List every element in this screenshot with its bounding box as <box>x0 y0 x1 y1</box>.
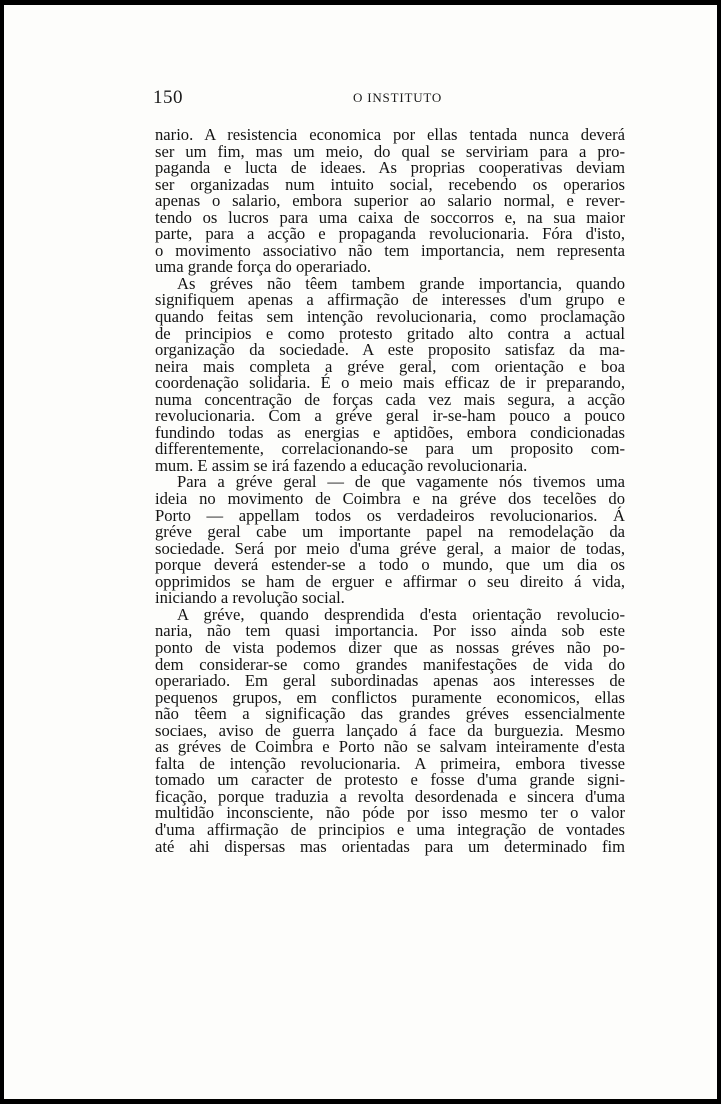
text-line: As gréves não têem tambem grande importancia, quando <box>177 273 625 293</box>
text-line: nario. A resistencia economica por ellas tentada nunca deverá <box>155 125 625 144</box>
text-line: pequenos grupos, em conflictos puramente economicos, ellas <box>155 687 625 707</box>
text-line: apenas o salario, embora superior ao salario normal, e rever- <box>155 191 625 211</box>
text-line: neira mais completa a gréve geral, com orientação e boa <box>155 356 625 376</box>
text-line: tendo os lucros para uma caixa de soccorros e, na sua maior <box>155 207 625 227</box>
text-line: iniciando a revolução social. <box>155 588 345 608</box>
text-line: ficação, porque traduzia a revolta desordenada e sincera d'uma <box>155 786 625 806</box>
paragraph <box>155 273 625 475</box>
text-line: revolucionaria. Com a gréve geral ir-se-ham pouco a pouco <box>155 406 625 426</box>
text-line: paganda e lucta de ideaes. As proprias cooperativas deviam <box>155 158 625 178</box>
text-line: sociedade. Será por meio d'uma gréve geral, a maior de todas, <box>155 538 625 558</box>
text-line: A gréve, quando desprendida d'esta orientação revolucio- <box>177 604 625 624</box>
text-line: o movimento associativo não tem importancia, nem representa <box>155 240 625 260</box>
running-title: O INSTITUTO <box>353 90 443 105</box>
text-line: as gréves de Coimbra e Porto não se salvam inteiramente d'esta <box>155 737 625 757</box>
paragraph <box>155 474 625 606</box>
text-line: ser um fim, mas um meio, do qual se serviriam para a pro- <box>155 141 625 161</box>
text-line: parte, para a acção e propaganda revolucionaria. Fóra d'isto, <box>155 224 625 244</box>
text-line: uma grande força do operariado. <box>155 257 372 277</box>
text-line: dem considerar-se como grandes manifestações de vida do <box>155 654 625 674</box>
text-line: ponto de vista podemos dizer que as nossas gréves não po- <box>155 637 625 657</box>
text-line: sociaes, aviso de guerra lançado á face da burguezia. Mesmo <box>155 720 625 740</box>
text-line: differentemente, correlacionando-se para um proposito com- <box>155 439 625 459</box>
text-line: não têem a significação das grandes gréves essencialmente <box>155 704 625 724</box>
text-line: signifiquem apenas a affirmação de interesses d'um grupo e <box>155 290 625 310</box>
text-line: falta de intenção revolucionaria. A primeira, embora tivesse <box>155 753 625 773</box>
text-line: numa concentração de forças cada vez mais segura, a acção <box>155 389 625 409</box>
body-text <box>155 127 625 855</box>
paragraph <box>155 127 625 276</box>
text-line: coordenação solidaria. É o meio mais efficaz de ir preparando, <box>155 373 625 393</box>
text-line: ideia no movimento de Coimbra e na gréve dos tecelões do <box>155 489 625 509</box>
text-line: fundindo todas as energias e aptidões, embora condicionadas <box>155 422 625 442</box>
text-line: opprimidos se ham de erguer e affirmar o seu direito á vida, <box>155 571 625 591</box>
text-line: multidão inconsciente, não póde por isso mesmo ter o valor <box>155 803 625 823</box>
text-line: Porto — appellam todos os verdadeiros revolucionarios. Á <box>155 505 625 525</box>
text-line: tomado um caracter de protesto e fosse d'uma grande signi- <box>155 770 625 790</box>
text-line: operariado. Em geral subordinadas apenas aos interesses de <box>155 671 625 691</box>
text-line: mum. E assim se irá fazendo a educação revolucionaria. <box>155 455 528 475</box>
paragraph <box>155 604 625 856</box>
text-line: até ahi dispersas mas orientadas para um determinado fim <box>155 836 625 856</box>
page-number: 150 <box>153 87 183 108</box>
text-line: ser organizadas num intuito social, recebendo os operarios <box>155 174 625 194</box>
text-line: d'uma affirmação de principios e uma integração de vontades <box>155 819 625 839</box>
text-line: gréve geral cabe um importante papel na remodelação da <box>155 522 625 542</box>
text-line: de principios e como protesto gritado alto contra a actual <box>155 323 625 343</box>
text-line: porque deverá estender-se a todo o mundo, que um dia os <box>155 555 625 575</box>
page-header <box>153 87 573 111</box>
text-line: organização da sociedade. A este proposito satisfaz da ma- <box>155 340 625 360</box>
text-line: quando feitas sem intenção revolucionaria, como proclamação <box>155 307 625 327</box>
text-line: naria, não tem quasi importancia. Por isso ainda sob este <box>155 621 625 641</box>
text-line: Para a gréve geral — de que vagamente nós tivemos uma <box>177 472 625 492</box>
